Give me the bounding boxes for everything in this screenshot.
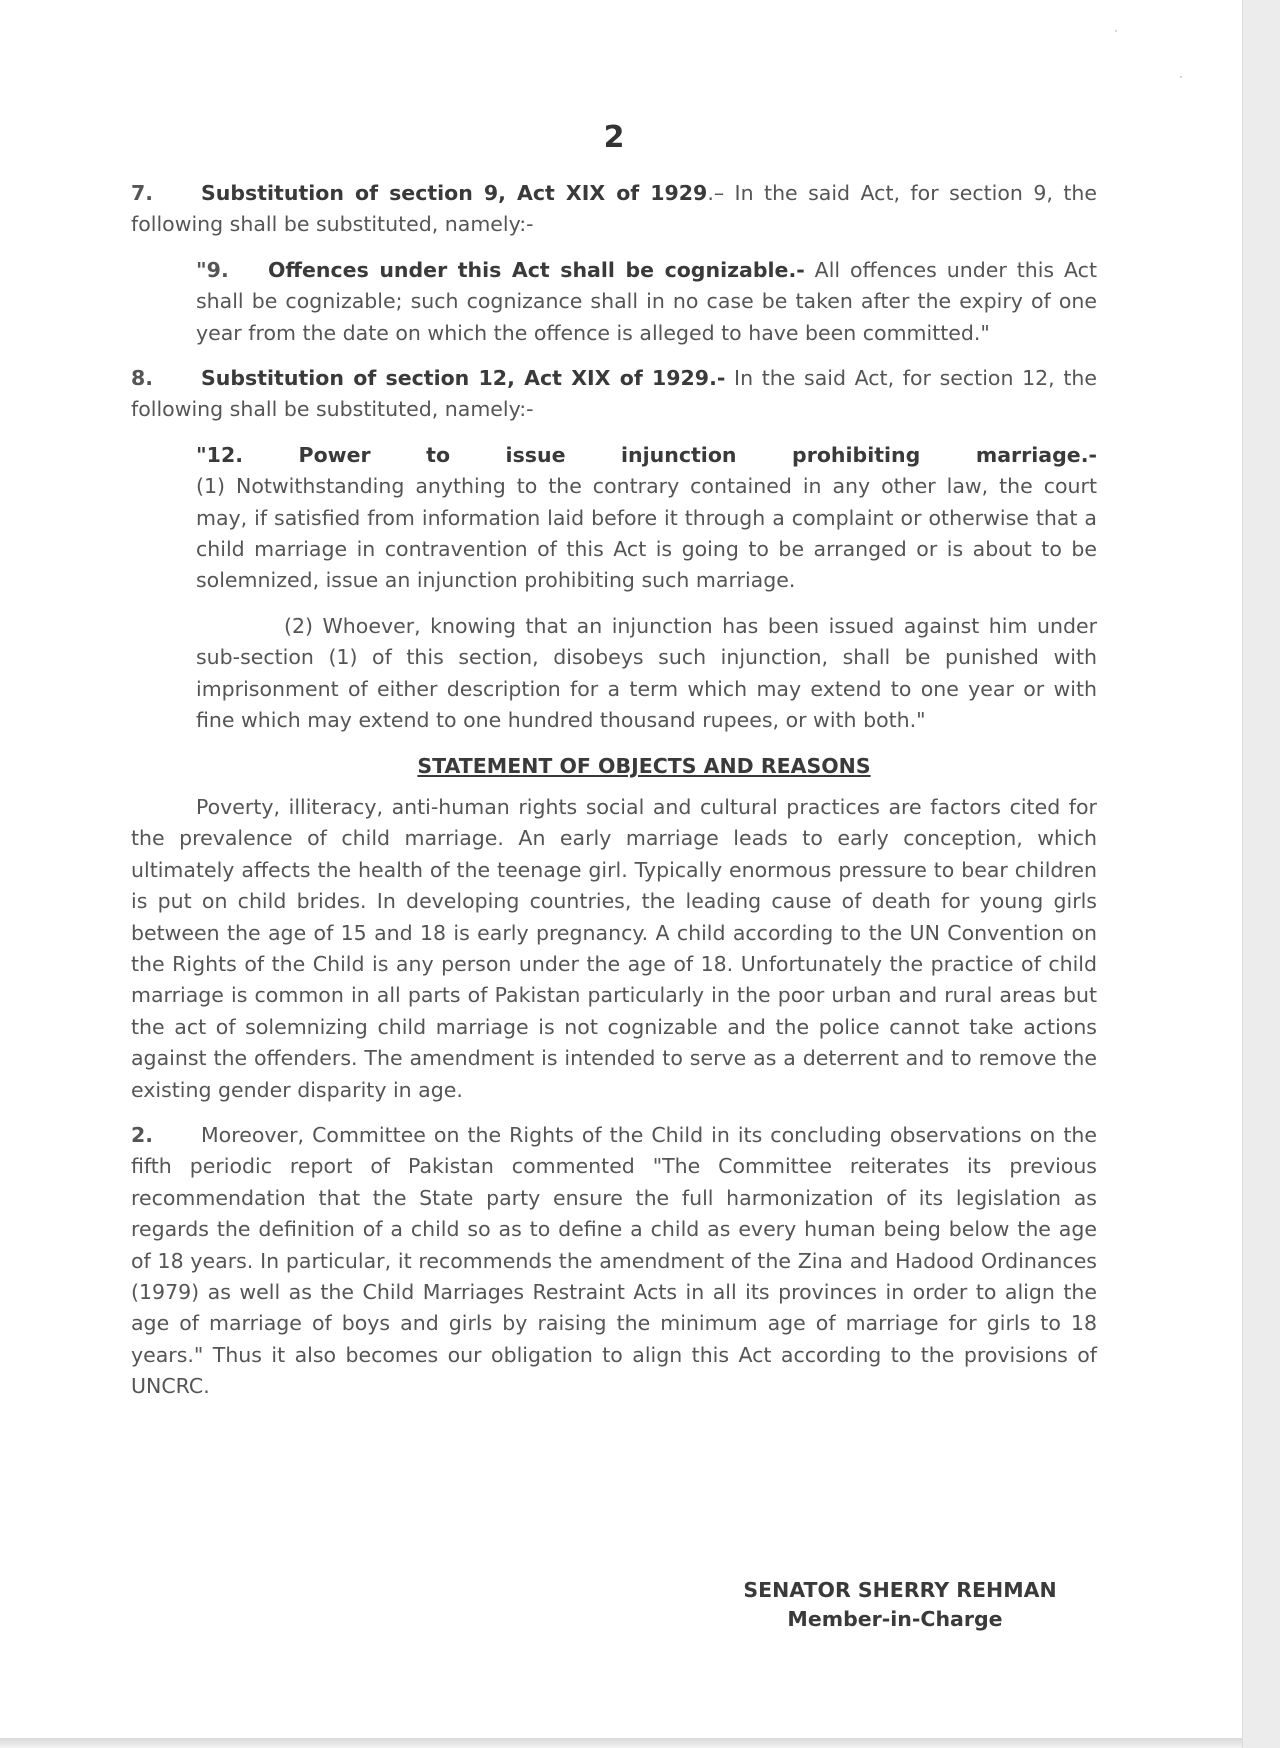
document-body	[131, 178, 1097, 1403]
section-7	[131, 178, 1097, 241]
statement-paragraph-2	[131, 1120, 1097, 1403]
viewer-side-strip	[1242, 0, 1280, 1748]
paragraph-text: Moreover, Committee on the Rights of the Child in its concluding observations on the fifth periodic report of Pakistan commented "The Committee reiterates its previous recommendation that the State party ensure the full harmonization of its legislation as regards the definition of a child so as to define a child as every human being below the age of 18 years. In particular, it recommends the amendment of the Zina and Hadood Ordinances (1979) as well as the Child Marriages Restraint Acts in all its provinces in order to align the age of marriage of boys and girls by raising the minimum age of marriage for girls to 18 years." Thus it also becomes our obligation to align this Act according to the provisions of UNCRC.	[131, 1122, 1097, 1399]
signatory-role: Member-in-Charge	[787, 1607, 1003, 1631]
section-heading: Substitution of section 9, Act XIX of 1929	[201, 181, 708, 205]
signatory-name: SENATOR SHERRY REHMAN	[743, 1578, 1057, 1602]
section-8	[131, 363, 1097, 426]
statement-title: STATEMENT OF OBJECTS AND REASONS	[417, 753, 871, 778]
quote-heading: Offences under this Act shall be cognizable.-	[268, 257, 805, 282]
sub-section-2: (2) Whoever, knowing that an injunction has been issued against him under sub-section (1) of this section, disobeys such injunction, shall be punished with imprisonment of either description for a term which may extend to one year or with fine which may extend to one hundred thousand rupees, or with both."	[196, 613, 1097, 733]
section-12-quote	[196, 440, 1097, 737]
section-9-quote	[196, 255, 1097, 349]
quote-number: "9.	[196, 257, 229, 282]
section-text: In the said Act, for section 9, the following shall be substituted, namely:-	[131, 181, 1097, 237]
scan-speck	[1115, 30, 1117, 32]
page-number: 2	[603, 120, 625, 155]
section-text: In the said Act, for section 12, the following shall be substituted, namely:-	[131, 366, 1097, 422]
page-bottom-edge	[0, 1738, 1243, 1748]
quote-number: "12.	[196, 442, 243, 467]
scan-speck	[1180, 76, 1182, 78]
section-number: 7.	[131, 181, 154, 205]
statement-paragraph-1: Poverty, illiteracy, anti-human rights social and cultural practices are factors cited for the prevalence of child marriage. An early marriage leads to early conception, which ultimately affects the health of the teenage girl. Typically enormous pressure to bear children is put on child brides. In developing countries, the leading cause of death for young girls between the age of 15 and 18 is early pregnancy. A child according to the UN Convention on the Rights of the Child is any person under the age of 18. Unfortunately the practice of child marriage is common in all parts of Pakistan particularly in the poor urban and rural areas but the act of solemnizing child marriage is not cognizable and the police cannot take actions against the offenders. The amendment is intended to serve as a deterrent and to remove the existing gender disparity in age.	[131, 794, 1097, 1102]
quote-text: All offences under this Act shall be cognizable; such cognizance shall in no case be taken after the expiry of one year from the date on which the offence is alleged to have been committed."	[196, 257, 1097, 345]
section-number: 8.	[131, 366, 154, 391]
sub-section-1: (1) Notwithstanding anything to the contrary contained in any other law, the court may, if satisfied from information laid before it through a complaint or otherwise that a child marriage in contravention of this Act is going to be arranged or is about to be solemnized, issue an injunction prohibiting such marriage.	[196, 474, 1097, 593]
quote-heading: Power to issue injunction prohibiting marriage.-	[298, 442, 1098, 467]
quote-heading-line	[196, 440, 1097, 471]
paragraph-number: 2.	[131, 1122, 154, 1147]
signature-block	[690, 1576, 1100, 1634]
section-heading-suffix: .–	[707, 181, 725, 205]
section-heading: Substitution of section 12, Act XIX of 1929.-	[201, 366, 726, 391]
